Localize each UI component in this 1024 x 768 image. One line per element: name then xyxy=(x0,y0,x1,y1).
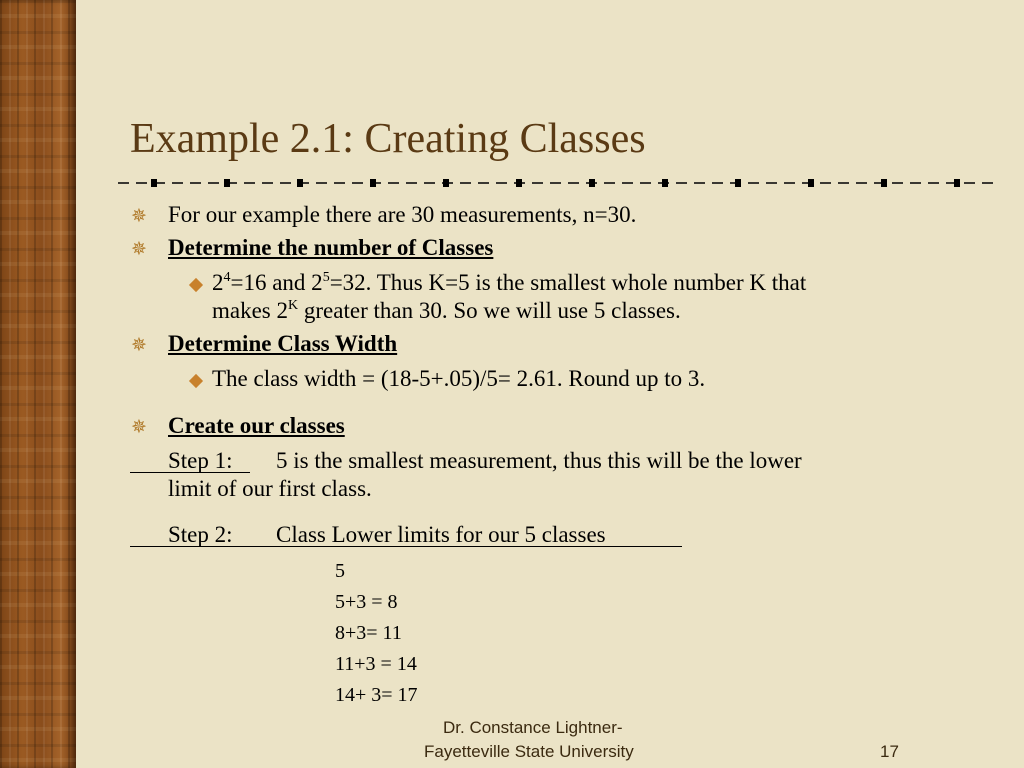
lower-limit-item: 8+3= 11 xyxy=(335,622,402,644)
footer-author-line-1: Dr. Constance Lightner- xyxy=(443,718,623,737)
bullet-heading-create: Create our classes xyxy=(168,413,345,438)
step1-text: 5 is the smallest measurement, thus this will be the lower xyxy=(276,448,802,473)
diamond-bullet-icon xyxy=(189,374,203,388)
lower-limit-item: 11+3 = 14 xyxy=(335,653,417,675)
lower-limit-item: 5 xyxy=(335,560,345,582)
bullet-heading-classes: Determine the number of Classes xyxy=(168,235,494,260)
step2-label: Step 2: xyxy=(168,522,233,547)
bullet-heading-width: Determine Class Width xyxy=(168,331,398,356)
sub-bullet-text-width: The class width = (18-5+.05)/5= 2.61. Round up to 3. xyxy=(212,366,706,391)
superscript: K xyxy=(288,298,299,313)
sub-bullet-text-classes-1 xyxy=(212,269,806,296)
sub-bullet-text-classes-2 xyxy=(212,297,681,324)
text-run: greater than 30. So we will use 5 classes. xyxy=(298,298,681,323)
star-bullet-icon: ✵ xyxy=(131,335,147,356)
star-bullet-icon: ✵ xyxy=(131,206,147,227)
step2-text: Class Lower limits for our 5 classes xyxy=(276,522,606,547)
text-run: =16 and 2 xyxy=(230,270,323,295)
step1-text-continued: limit of our first class. xyxy=(168,476,372,501)
footer-page-number: 17 xyxy=(880,742,899,761)
slide-title: Example 2.1: Creating Classes xyxy=(130,116,646,162)
superscript: 4 xyxy=(223,270,231,285)
footer-author-line-2: Fayetteville State University xyxy=(424,742,634,761)
text-run: =32. Thus K=5 is the smallest whole number K that xyxy=(329,270,807,295)
superscript: 5 xyxy=(322,270,330,285)
star-bullet-icon: ✵ xyxy=(131,417,147,438)
lower-limit-item: 5+3 = 8 xyxy=(335,591,398,613)
bullet-text-1: For our example there are 30 measurements, n=30. xyxy=(168,202,637,227)
text-run: makes 2 xyxy=(212,298,289,323)
step1-label: Step 1: xyxy=(168,448,233,473)
lower-limit-item: 14+ 3= 17 xyxy=(335,684,418,706)
star-bullet-icon: ✵ xyxy=(131,239,147,260)
text-run: 2 xyxy=(212,270,224,295)
diamond-bullet-icon xyxy=(189,278,203,292)
